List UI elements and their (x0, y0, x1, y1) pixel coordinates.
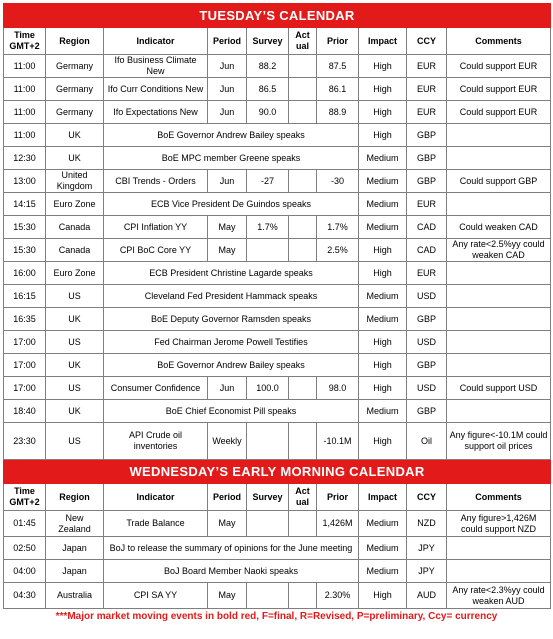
cell-ccy: EUR (407, 101, 447, 124)
column-header-row (4, 28, 551, 55)
cell-impact: Medium (359, 511, 407, 537)
column-header-row (4, 484, 551, 511)
cell-region: United Kingdom (46, 170, 104, 193)
cell-ccy: CAD (407, 239, 447, 262)
cell-survey: 100.0 (247, 377, 289, 400)
cell-period: Jun (208, 55, 247, 78)
cell-impact: Medium (359, 308, 407, 331)
cell-comments (447, 262, 551, 285)
cell-comments: Could support EUR (447, 101, 551, 124)
table-row (4, 537, 551, 560)
column-header-actual: Act ual (289, 484, 317, 511)
cell-prior: 1.7% (317, 216, 359, 239)
cell-indicator: CPI SA YY (104, 583, 208, 609)
cell-impact: High (359, 583, 407, 609)
cell-region: Euro Zone (46, 262, 104, 285)
cell-time: 15:30 (4, 239, 46, 262)
column-header-actual: Act ual (289, 28, 317, 55)
cell-event: BoJ to release the summary of opinions for the June meeting (104, 537, 359, 560)
cell-region: Japan (46, 537, 104, 560)
cell-time: 15:30 (4, 216, 46, 239)
cell-indicator: API Crude oil inventories (104, 423, 208, 460)
cell-actual (289, 239, 317, 262)
cell-region: UK (46, 400, 104, 423)
cell-period: Jun (208, 101, 247, 124)
cell-comments (447, 560, 551, 583)
cell-indicator: CBI Trends - Orders (104, 170, 208, 193)
cell-actual (289, 583, 317, 609)
cell-region: UK (46, 308, 104, 331)
table-row (4, 216, 551, 239)
column-header-impact: Impact (359, 28, 407, 55)
cell-actual (289, 377, 317, 400)
cell-comments (447, 400, 551, 423)
cell-time: 18:40 (4, 400, 46, 423)
cell-comments (447, 147, 551, 170)
cell-time: 11:00 (4, 55, 46, 78)
cell-impact: High (359, 78, 407, 101)
cell-region: US (46, 423, 104, 460)
cell-ccy: Oil (407, 423, 447, 460)
table-row (4, 560, 551, 583)
cell-prior: 2.5% (317, 239, 359, 262)
cell-period: May (208, 511, 247, 537)
cell-prior: -30 (317, 170, 359, 193)
cell-indicator: Ifo Curr Conditions New (104, 78, 208, 101)
cell-ccy: JPY (407, 537, 447, 560)
cell-comments (447, 331, 551, 354)
footnote: ***Major market moving events in bold red, F=final, R=Revised, P=preliminary, Ccy= currency (55, 611, 498, 622)
cell-impact: Medium (359, 400, 407, 423)
cell-comments (447, 124, 551, 147)
cell-actual (289, 55, 317, 78)
column-header-period: Period (208, 28, 247, 55)
table-row (4, 423, 551, 460)
cell-event: Fed Chairman Jerome Powell Testifies (104, 331, 359, 354)
cell-survey: 86.5 (247, 78, 289, 101)
cell-period: May (208, 239, 247, 262)
cell-indicator: Trade Balance (104, 511, 208, 537)
column-header-comments: Comments (447, 484, 551, 511)
cell-prior: 98.0 (317, 377, 359, 400)
cell-ccy: GBP (407, 124, 447, 147)
section-banner (4, 460, 551, 484)
cell-ccy: EUR (407, 193, 447, 216)
table-row (4, 147, 551, 170)
cell-impact: High (359, 101, 407, 124)
cell-comments (447, 193, 551, 216)
cell-time: 14:15 (4, 193, 46, 216)
cell-period: Jun (208, 377, 247, 400)
cell-region: Euro Zone (46, 193, 104, 216)
cell-time: 04:30 (4, 583, 46, 609)
cell-period: May (208, 216, 247, 239)
column-header-impact: Impact (359, 484, 407, 511)
column-header-time: Time GMT+2 (4, 28, 46, 55)
cell-survey: 1.7% (247, 216, 289, 239)
cell-actual (289, 170, 317, 193)
cell-ccy: EUR (407, 55, 447, 78)
cell-time: 11:00 (4, 101, 46, 124)
column-header-ccy: CCY (407, 28, 447, 55)
cell-region: Germany (46, 101, 104, 124)
cell-impact: Medium (359, 170, 407, 193)
cell-ccy: AUD (407, 583, 447, 609)
column-header-region: Region (46, 28, 104, 55)
cell-prior: 88.9 (317, 101, 359, 124)
cell-comments (447, 354, 551, 377)
cell-ccy: USD (407, 331, 447, 354)
cell-event: BoE Governor Andrew Bailey speaks (104, 124, 359, 147)
cell-prior: 86.1 (317, 78, 359, 101)
section-title: WEDNESDAY’S EARLY MORNING CALENDAR (4, 460, 551, 484)
table-row (4, 55, 551, 78)
cell-impact: High (359, 239, 407, 262)
cell-region: Australia (46, 583, 104, 609)
column-header-comments: Comments (447, 28, 551, 55)
cell-time: 04:00 (4, 560, 46, 583)
cell-time: 11:00 (4, 78, 46, 101)
cell-comments: Could support GBP (447, 170, 551, 193)
table-row (4, 354, 551, 377)
cell-region: New Zealand (46, 511, 104, 537)
cell-ccy: NZD (407, 511, 447, 537)
cell-comments: Any rate<2.3%yy could weaken AUD (447, 583, 551, 609)
cell-comments: Could support EUR (447, 78, 551, 101)
cell-region: Germany (46, 78, 104, 101)
cell-indicator: CPI BoC Core YY (104, 239, 208, 262)
cell-time: 02:50 (4, 537, 46, 560)
cell-actual (289, 78, 317, 101)
cell-region: UK (46, 124, 104, 147)
cell-impact: High (359, 377, 407, 400)
cell-region: UK (46, 354, 104, 377)
column-header-prior: Prior (317, 28, 359, 55)
cell-region: Canada (46, 239, 104, 262)
cell-impact: High (359, 331, 407, 354)
cell-time: 16:00 (4, 262, 46, 285)
cell-time: 16:15 (4, 285, 46, 308)
table-row (4, 331, 551, 354)
cell-comments: Any rate<2.5%yy could weaken CAD (447, 239, 551, 262)
table-row (4, 285, 551, 308)
cell-time: 17:00 (4, 354, 46, 377)
cell-ccy: USD (407, 377, 447, 400)
cell-survey (247, 511, 289, 537)
table-row (4, 377, 551, 400)
cell-region: US (46, 285, 104, 308)
cell-period: May (208, 583, 247, 609)
table-row (4, 308, 551, 331)
table-row (4, 262, 551, 285)
cell-indicator: Ifo Business Climate New (104, 55, 208, 78)
cell-impact: High (359, 423, 407, 460)
column-header-region: Region (46, 484, 104, 511)
table-row (4, 511, 551, 537)
cell-region: UK (46, 147, 104, 170)
cell-comments (447, 285, 551, 308)
cell-impact: Medium (359, 216, 407, 239)
cell-survey (247, 423, 289, 460)
cell-event: ECB President Christine Lagarde speaks (104, 262, 359, 285)
cell-time: 23:30 (4, 423, 46, 460)
cell-time: 12:30 (4, 147, 46, 170)
cell-time: 01:45 (4, 511, 46, 537)
cell-prior: 1,426M (317, 511, 359, 537)
cell-time: 11:00 (4, 124, 46, 147)
cell-prior: 2.30% (317, 583, 359, 609)
column-header-indicator: Indicator (104, 28, 208, 55)
column-header-indicator: Indicator (104, 484, 208, 511)
cell-actual (289, 511, 317, 537)
column-header-survey: Survey (247, 484, 289, 511)
cell-survey (247, 583, 289, 609)
cell-region: Canada (46, 216, 104, 239)
cell-indicator: Consumer Confidence (104, 377, 208, 400)
cell-event: BoE Governor Andrew Bailey speaks (104, 354, 359, 377)
table-row (4, 583, 551, 609)
cell-prior: -10.1M (317, 423, 359, 460)
cell-comments (447, 308, 551, 331)
column-header-survey: Survey (247, 28, 289, 55)
table-row (4, 193, 551, 216)
table-row (4, 400, 551, 423)
cell-impact: Medium (359, 560, 407, 583)
column-header-prior: Prior (317, 484, 359, 511)
cell-indicator: Ifo Expectations New (104, 101, 208, 124)
cell-comments (447, 537, 551, 560)
cell-ccy: GBP (407, 354, 447, 377)
cell-ccy: GBP (407, 170, 447, 193)
cell-survey: 88.2 (247, 55, 289, 78)
cell-region: US (46, 377, 104, 400)
table-row (4, 170, 551, 193)
cell-ccy: EUR (407, 262, 447, 285)
cell-impact: Medium (359, 537, 407, 560)
cell-ccy: JPY (407, 560, 447, 583)
cell-impact: Medium (359, 147, 407, 170)
column-header-period: Period (208, 484, 247, 511)
cell-region: Germany (46, 55, 104, 78)
cell-ccy: GBP (407, 400, 447, 423)
table-row (4, 124, 551, 147)
cell-comments: Could support EUR (447, 55, 551, 78)
cell-impact: High (359, 262, 407, 285)
economic-calendar (3, 3, 550, 623)
cell-survey (247, 239, 289, 262)
cell-event: BoJ Board Member Naoki speaks (104, 560, 359, 583)
cell-comments: Could support USD (447, 377, 551, 400)
cell-comments: Any figure>1,426M could support NZD (447, 511, 551, 537)
cell-survey: -27 (247, 170, 289, 193)
cell-impact: High (359, 354, 407, 377)
cell-indicator: CPI Inflation YY (104, 216, 208, 239)
cell-impact: High (359, 124, 407, 147)
cell-event: BoE Chief Economist Pill speaks (104, 400, 359, 423)
cell-time: 17:00 (4, 331, 46, 354)
table-row (4, 239, 551, 262)
cell-ccy: GBP (407, 147, 447, 170)
cell-survey: 90.0 (247, 101, 289, 124)
cell-impact: Medium (359, 193, 407, 216)
column-header-ccy: CCY (407, 484, 447, 511)
cell-event: Cleveland Fed President Hammack speaks (104, 285, 359, 308)
cell-comments: Any figure<-10.1M could support oil prices (447, 423, 551, 460)
cell-ccy: GBP (407, 308, 447, 331)
cell-impact: Medium (359, 285, 407, 308)
cell-ccy: EUR (407, 78, 447, 101)
cell-comments: Could weaken CAD (447, 216, 551, 239)
cell-event: ECB Vice President De Guindos speaks (104, 193, 359, 216)
table-row (4, 78, 551, 101)
cell-event: BoE MPC member Greene speaks (104, 147, 359, 170)
cell-actual (289, 423, 317, 460)
cell-region: US (46, 331, 104, 354)
cell-ccy: CAD (407, 216, 447, 239)
cell-period: Jun (208, 170, 247, 193)
cell-prior: 87.5 (317, 55, 359, 78)
cell-actual (289, 101, 317, 124)
cell-ccy: USD (407, 285, 447, 308)
section-title: TUESDAY’S CALENDAR (4, 4, 551, 28)
cell-time: 17:00 (4, 377, 46, 400)
cell-event: BoE Deputy Governor Ramsden speaks (104, 308, 359, 331)
cell-time: 16:35 (4, 308, 46, 331)
calendar-table (3, 3, 551, 609)
cell-region: Japan (46, 560, 104, 583)
cell-period: Jun (208, 78, 247, 101)
column-header-time: Time GMT+2 (4, 484, 46, 511)
table-row (4, 101, 551, 124)
cell-period: Weekly (208, 423, 247, 460)
section-banner (4, 4, 551, 28)
cell-actual (289, 216, 317, 239)
cell-impact: High (359, 55, 407, 78)
cell-time: 13:00 (4, 170, 46, 193)
